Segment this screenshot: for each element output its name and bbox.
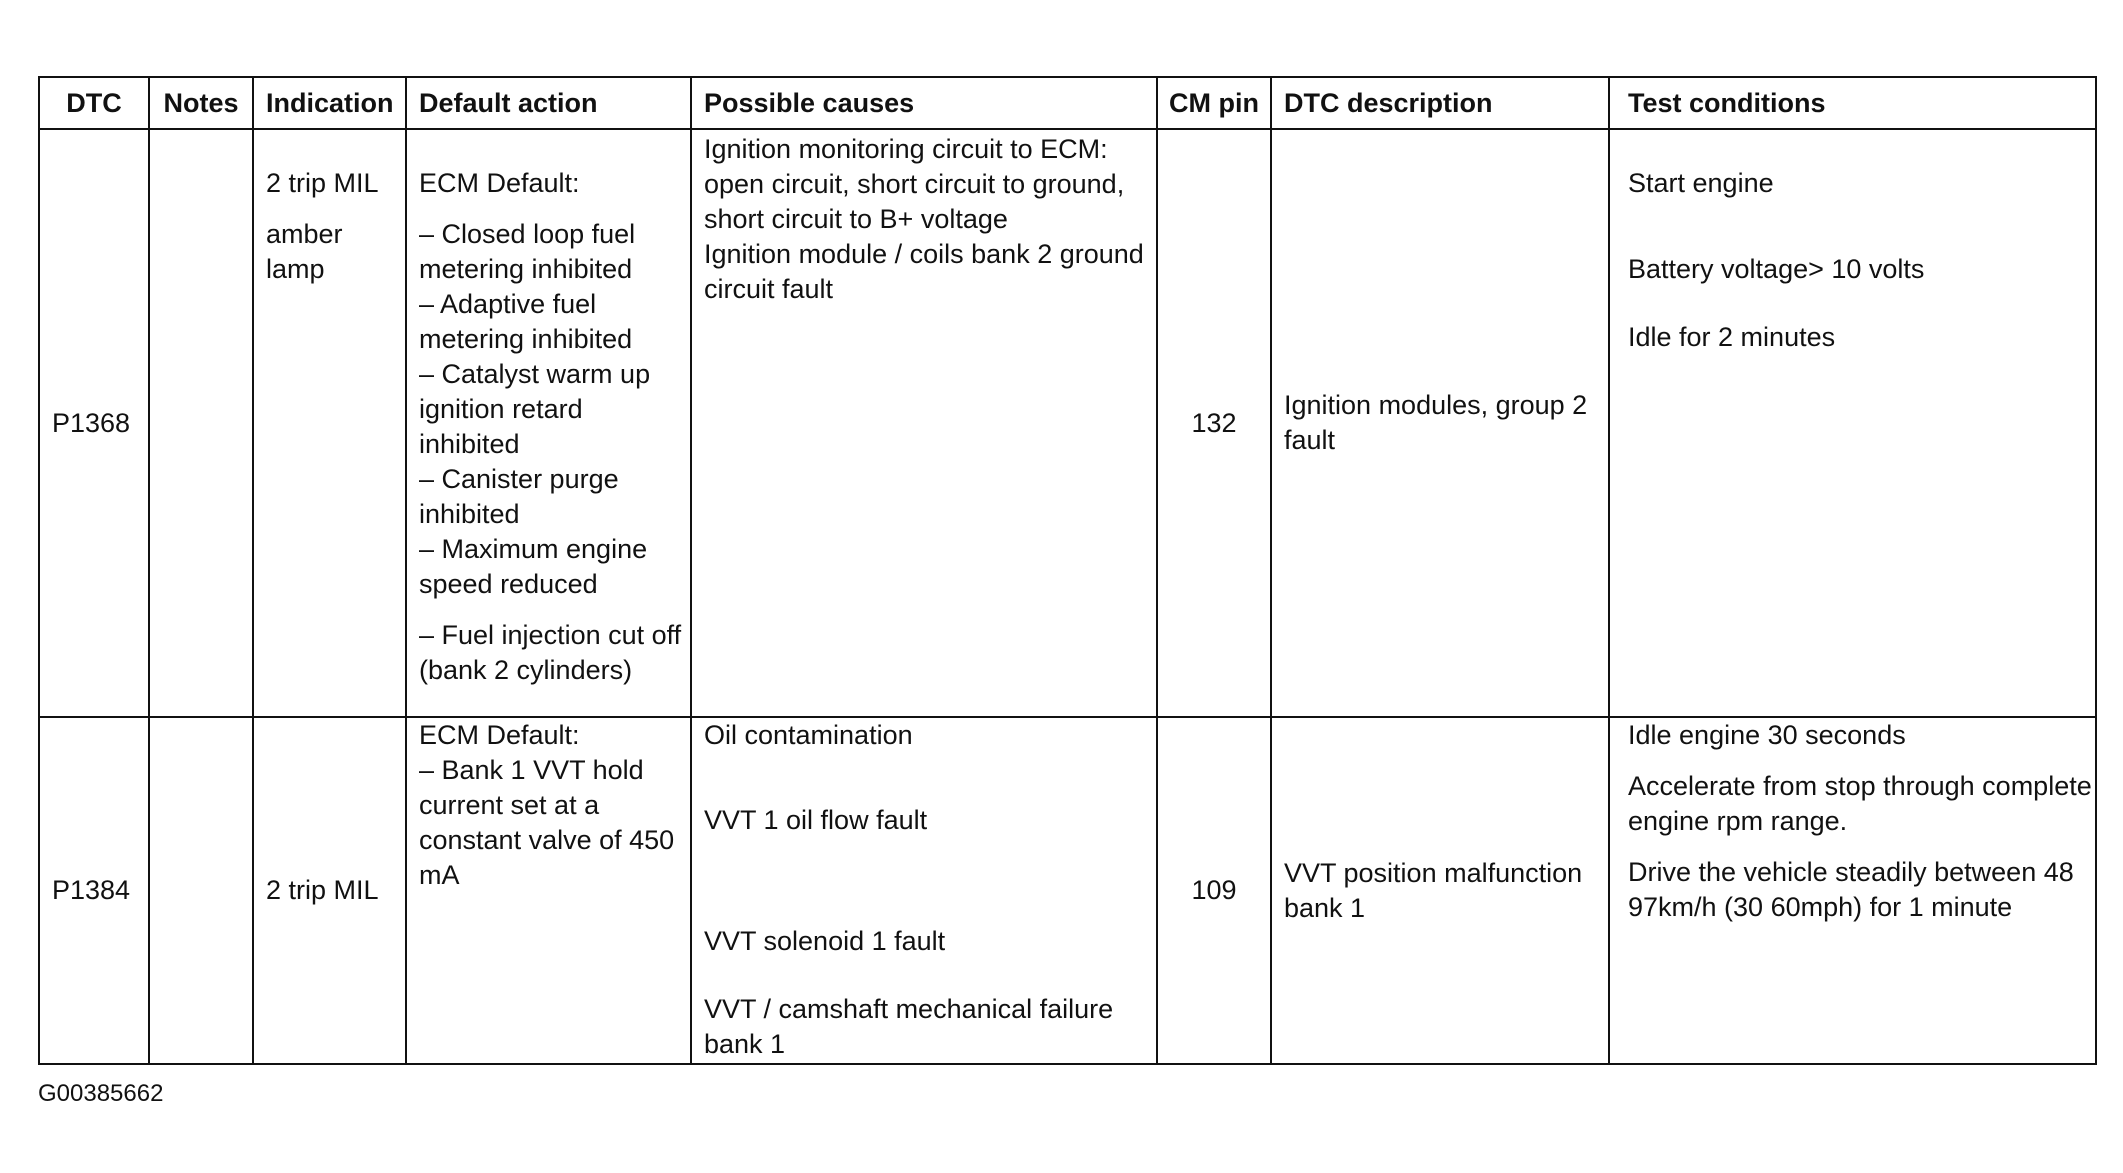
test-condition-line: Battery voltage> 10 volts	[1628, 254, 1925, 284]
default-action-line: – Catalyst warm up ignition retard inhibited	[419, 359, 651, 459]
cell-test-conditions	[1609, 717, 2096, 1064]
default-action-line: – Maximum engine speed reduced	[419, 534, 648, 599]
default-action-line: – Canister purge inhibited	[419, 464, 619, 529]
dtc-table	[38, 76, 2097, 1065]
indication-line: amber lamp	[266, 219, 343, 284]
cell-notes	[149, 717, 253, 1064]
cell-default-action	[406, 129, 691, 717]
default-action-line: – Closed loop fuel metering inhibited	[419, 219, 636, 284]
cell-dtc-description: VVT position malfunction bank 1	[1271, 717, 1609, 1064]
indication-line: 2 trip MIL	[266, 875, 379, 905]
figure-id: G00385662	[38, 1080, 164, 1107]
header-cm-pin: CM pin	[1157, 77, 1271, 129]
cell-default-action	[406, 717, 691, 1064]
header-test-conditions: Test conditions	[1609, 77, 2096, 129]
table-row	[39, 129, 2096, 717]
cell-indication	[253, 129, 406, 717]
header-notes: Notes	[149, 77, 253, 129]
cell-dtc: P1384	[39, 717, 149, 1064]
table-row	[39, 717, 2096, 1064]
test-condition-line: Idle engine 30 seconds	[1628, 720, 1906, 750]
default-action-line: ECM Default:	[419, 168, 580, 198]
cell-dtc: P1368	[39, 129, 149, 717]
header-default-action: Default action	[406, 77, 691, 129]
header-possible-causes: Possible causes	[691, 77, 1157, 129]
default-action-line: – Adaptive fuel metering inhibited	[419, 289, 633, 354]
test-condition-line: Start engine	[1628, 168, 1774, 198]
possible-cause-line: VVT solenoid 1 fault	[704, 926, 946, 956]
cell-possible-causes	[691, 129, 1157, 717]
cell-dtc-description: Ignition modules, group 2 fault	[1271, 129, 1609, 717]
header-dtc-description: DTC description	[1271, 77, 1609, 129]
header-row	[39, 77, 2096, 129]
header-indication: Indication	[253, 77, 406, 129]
possible-cause-line: Ignition module / coils bank 2 ground circuit fault	[704, 239, 1144, 304]
possible-cause-line: Oil contamination	[704, 720, 913, 750]
cell-possible-causes	[691, 717, 1157, 1064]
header-dtc: DTC	[39, 77, 149, 129]
possible-cause-line: VVT / camshaft mechanical failure bank 1	[704, 994, 1114, 1059]
cell-indication	[253, 717, 406, 1064]
default-action-line: – Bank 1 VVT hold current set at a constant valve of 450 mA	[419, 755, 675, 890]
test-condition-line: Idle for 2 minutes	[1628, 322, 1836, 352]
test-condition-line: Drive the vehicle steadily between 48 97km/h (30 60mph) for 1 minute	[1628, 857, 2074, 922]
possible-cause-line: Ignition monitoring circuit to ECM: open circuit, short circuit to ground, short circuit to B+ voltage	[704, 134, 1125, 234]
test-condition-line: Accelerate from stop through complete engine rpm range.	[1628, 771, 2092, 836]
cell-cm-pin: 132	[1157, 129, 1271, 717]
cell-cm-pin: 109	[1157, 717, 1271, 1064]
possible-cause-line: VVT 1 oil flow fault	[704, 805, 928, 835]
default-action-line: – Fuel injection cut off (bank 2 cylinders)	[419, 620, 682, 685]
cell-test-conditions	[1609, 129, 2096, 717]
cell-notes	[149, 129, 253, 717]
default-action-line: ECM Default:	[419, 720, 580, 750]
indication-line: 2 trip MIL	[266, 168, 379, 198]
